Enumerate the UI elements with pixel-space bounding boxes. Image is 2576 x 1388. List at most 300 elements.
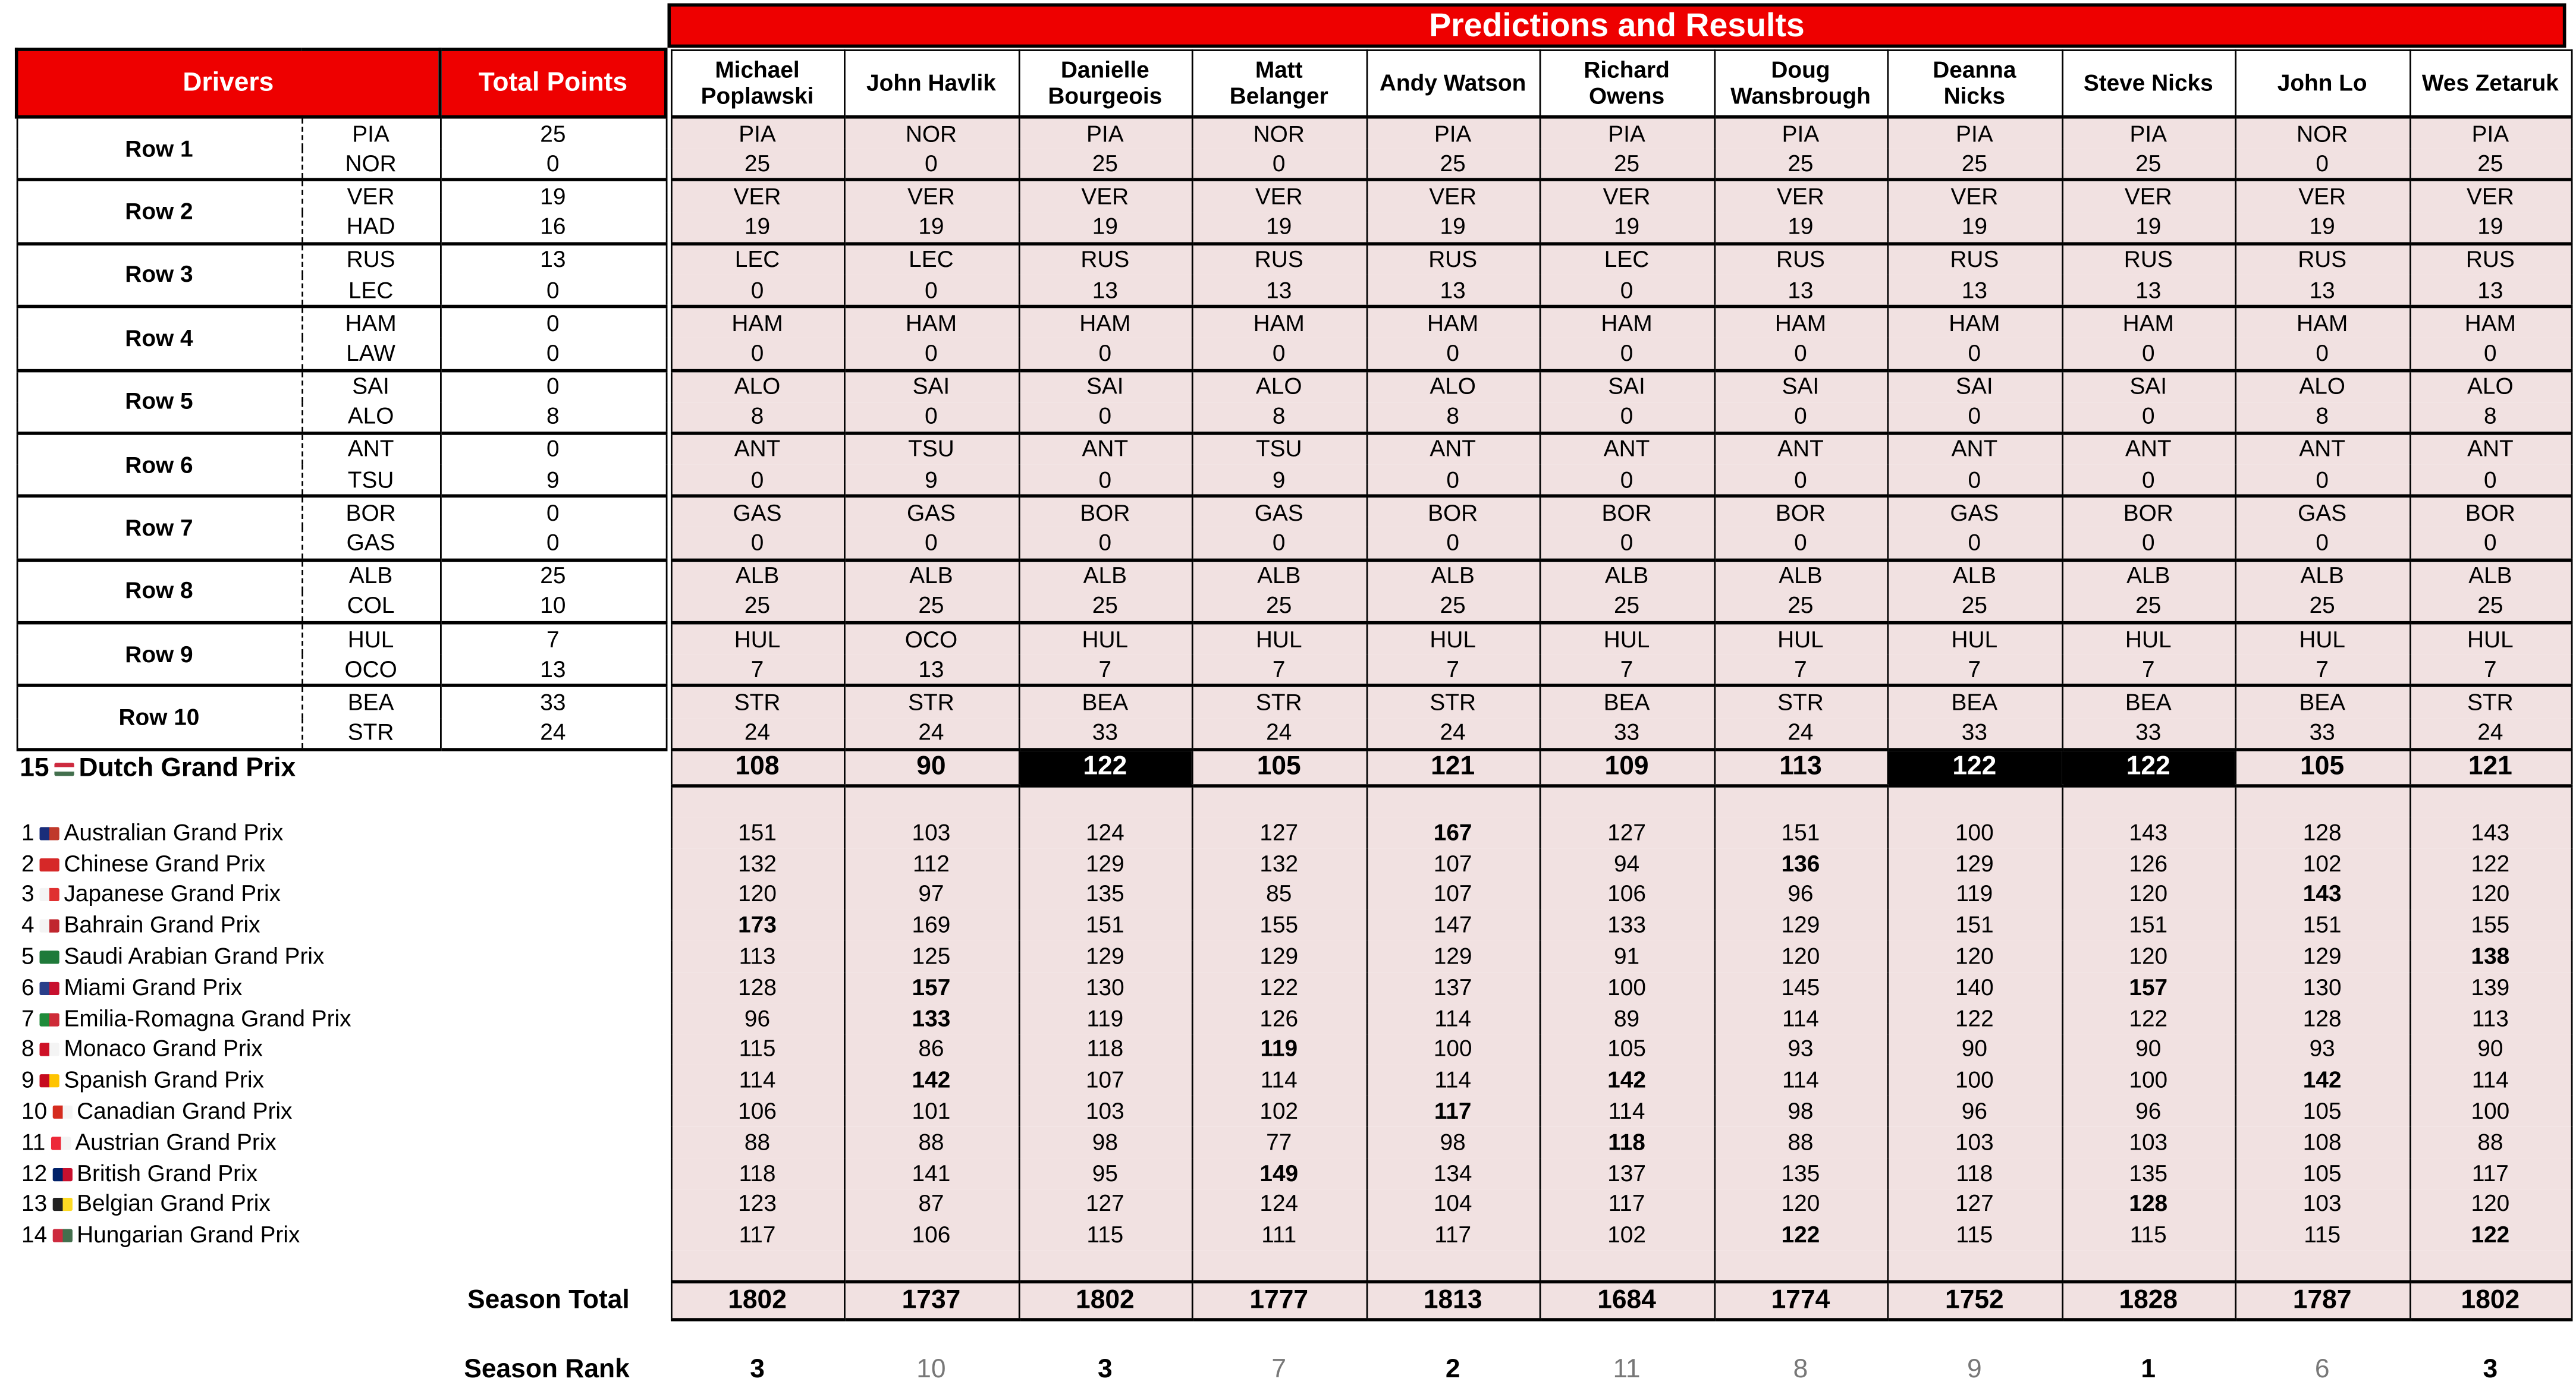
race-score: 155	[1192, 910, 1366, 941]
spacer	[666, 972, 671, 1003]
prediction-points: 19	[2235, 212, 2409, 243]
driver-points: 13	[440, 654, 666, 686]
spacer	[666, 1065, 671, 1096]
race-name-cell	[17, 1065, 666, 1096]
race-name-cell	[17, 1189, 666, 1220]
race-score: 114	[671, 1065, 844, 1096]
prediction-points: 0	[1540, 528, 1714, 559]
prediction-points: 13	[2235, 275, 2409, 307]
race-score: 119	[1019, 1003, 1192, 1034]
season-rank-value: 3	[1098, 1355, 1113, 1384]
race-score: 130	[2235, 972, 2409, 1003]
race-score: 157	[2062, 972, 2235, 1003]
prediction-points: 33	[2062, 717, 2235, 749]
race-score: 114	[1366, 1065, 1540, 1096]
race-score: 114	[1714, 1003, 1887, 1034]
season-total-value: 1802	[2409, 1282, 2571, 1320]
prediction-pick: BOR	[2409, 496, 2571, 528]
race-name-cell	[17, 879, 666, 910]
driver-code: PIA	[301, 117, 440, 149]
player-name-line2: Nicks	[1943, 83, 2006, 109]
season-rank-value: 9	[1967, 1355, 1982, 1384]
spacer	[1887, 785, 2062, 817]
prediction-pick: ALB	[1019, 559, 1192, 591]
current-race-title	[17, 749, 666, 785]
race-score: 128	[2062, 1189, 2235, 1220]
player-name: Richard	[1584, 56, 1670, 83]
prediction-points: 25	[671, 149, 844, 180]
driver-code: VER	[301, 180, 440, 212]
driver-code: LEC	[301, 275, 440, 307]
table-row	[17, 591, 2571, 622]
race-name-cell	[17, 848, 666, 879]
prediction-pick: ANT	[671, 433, 844, 465]
race-score: 95	[1019, 1158, 1192, 1189]
prediction-points: 19	[1019, 212, 1192, 243]
race-name: Saudi Arabian Grand Prix	[64, 942, 325, 969]
season-rank-value: 3	[750, 1355, 765, 1384]
prediction-pick: ALO	[2235, 370, 2409, 401]
race-score: 90	[2062, 1034, 2235, 1065]
prediction-pick: VER	[1192, 180, 1366, 212]
season-rank-value: 2	[1445, 1355, 1460, 1384]
race-score: 107	[1366, 848, 1540, 879]
prediction-points: 9	[1192, 465, 1366, 496]
table-row	[17, 465, 2571, 496]
race-score: 151	[2062, 910, 2235, 941]
prediction-points: 25	[2062, 591, 2235, 622]
race-score: 108	[2235, 1127, 2409, 1158]
race-score: 122	[1019, 749, 1192, 785]
season-rank-value: 10	[916, 1355, 946, 1384]
race-number: 15	[20, 754, 49, 782]
prediction-pick: HAM	[671, 307, 844, 338]
spacer	[666, 307, 671, 370]
race-score: 97	[844, 879, 1019, 910]
race-score: 102	[1540, 1220, 1714, 1251]
prediction-points: 7	[1366, 654, 1540, 686]
race-score: 103	[2235, 1189, 2409, 1220]
prediction-pick: HAM	[2409, 307, 2571, 338]
prediction-pick: ANT	[2235, 433, 2409, 465]
driver-code: GAS	[301, 528, 440, 559]
prediction-pick: VER	[844, 180, 1019, 212]
prediction-pick: VER	[1366, 180, 1540, 212]
prediction-pick: ANT	[2409, 433, 2571, 465]
prediction-pick: ANT	[1887, 433, 2062, 465]
prediction-pick: BEA	[2062, 686, 2235, 717]
spacer	[1540, 1251, 1714, 1282]
predictions-table	[15, 48, 2572, 1388]
race-number: 13	[21, 1190, 48, 1217]
table-row	[17, 496, 2571, 528]
driver-points: 9	[440, 465, 666, 496]
race-name: Chinese Grand Prix	[64, 849, 266, 876]
prediction-pick: HAM	[1540, 307, 1714, 338]
race-name: Australian Grand Prix	[64, 819, 284, 845]
race-score: 105	[2235, 1096, 2409, 1126]
prediction-pick: HAM	[1887, 307, 2062, 338]
race-number: 1	[21, 819, 34, 845]
player-header-5	[1540, 49, 1714, 117]
player-header-3	[1192, 49, 1366, 117]
prediction-pick: NOR	[1192, 117, 1366, 149]
prediction-pick: VER	[2235, 180, 2409, 212]
table-row	[17, 717, 2571, 749]
prediction-points: 7	[2062, 654, 2235, 686]
prediction-pick: HAM	[1366, 307, 1540, 338]
race-score: 151	[671, 817, 844, 848]
table-row	[17, 1352, 2571, 1388]
prediction-pick: ALO	[2409, 370, 2571, 401]
prediction-pick: SAI	[2062, 370, 2235, 401]
race-score: 118	[1887, 1158, 2062, 1189]
prediction-pick: PIA	[1366, 117, 1540, 149]
prediction-pick: HUL	[1019, 623, 1192, 654]
spacer	[666, 1220, 671, 1251]
driver-points: 10	[440, 591, 666, 622]
table-row	[17, 785, 2571, 817]
prediction-pick: ALB	[2235, 559, 2409, 591]
spacer	[671, 1251, 844, 1282]
bahrain-flag-icon	[39, 920, 59, 933]
hungary-flag-icon	[54, 763, 74, 776]
race-number: 7	[21, 1004, 34, 1031]
prediction-pick: ANT	[1540, 433, 1714, 465]
race-score: 100	[1887, 1065, 2062, 1096]
race-score: 114	[2409, 1065, 2571, 1096]
race-score: 113	[671, 941, 844, 972]
player-name: Wes Zetaruk	[2421, 70, 2559, 96]
race-score: 120	[2062, 941, 2235, 972]
driver-code: ALB	[301, 559, 440, 591]
season-rank-label: Season Rank	[464, 1355, 630, 1384]
race-score: 120	[2409, 1189, 2571, 1220]
prediction-pick: HAM	[844, 307, 1019, 338]
spacer	[671, 785, 844, 817]
race-score: 107	[1366, 879, 1540, 910]
race-score: 115	[2235, 1220, 2409, 1251]
prediction-pick: ALO	[1366, 370, 1540, 401]
player-header-4	[1366, 49, 1540, 117]
prediction-pick: GAS	[1887, 496, 2062, 528]
driver-points: 0	[440, 149, 666, 180]
prediction-points: 0	[1540, 275, 1714, 307]
race-score: 103	[844, 817, 1019, 848]
table-row	[17, 1189, 2571, 1220]
prediction-pick: BOR	[2062, 496, 2235, 528]
monaco-flag-icon	[39, 1044, 59, 1057]
race-score: 87	[844, 1189, 1019, 1220]
prediction-points: 7	[1192, 654, 1366, 686]
race-score: 132	[1192, 848, 1366, 879]
prediction-points: 19	[671, 212, 844, 243]
prediction-points: 33	[2235, 717, 2409, 749]
driver-code: SAI	[301, 370, 440, 401]
player-header-10	[2409, 49, 2571, 117]
prediction-points: 24	[2409, 717, 2571, 749]
table-row	[17, 180, 2571, 212]
race-score: 128	[2235, 1003, 2409, 1034]
prediction-pick: HAM	[1192, 307, 1366, 338]
prediction-pick: VER	[1540, 180, 1714, 212]
prediction-points: 25	[1019, 149, 1192, 180]
spacer	[666, 817, 671, 848]
spain-flag-icon	[39, 1075, 59, 1088]
player-header-7	[1887, 49, 2062, 117]
race-score: 142	[1540, 1065, 1714, 1096]
prediction-points: 0	[1714, 465, 1887, 496]
prediction-points: 0	[2062, 338, 2235, 370]
prediction-pick: RUS	[1192, 244, 1366, 275]
prediction-points: 24	[1366, 717, 1540, 749]
table-row	[17, 1220, 2571, 1251]
prediction-points: 7	[1887, 654, 2062, 686]
prediction-points: 25	[2409, 149, 2571, 180]
race-name-cell	[17, 941, 666, 972]
prediction-points: 0	[2235, 528, 2409, 559]
player-name-line2: Owens	[1588, 83, 1665, 109]
driver-points: 25	[440, 117, 666, 149]
table-row	[17, 244, 2571, 275]
table-row	[17, 559, 2571, 591]
spacer	[666, 1127, 671, 1158]
spacer	[2062, 1251, 2235, 1282]
spacer	[17, 785, 666, 817]
prediction-pick: HUL	[1714, 623, 1887, 654]
drivers-header: Drivers	[17, 49, 440, 117]
season-total-value: 1802	[1019, 1282, 1192, 1320]
race-name: Miami Grand Prix	[64, 973, 243, 1000]
race-score: 122	[2062, 749, 2235, 785]
spacer	[666, 879, 671, 910]
driver-code: NOR	[301, 149, 440, 180]
prediction-points: 19	[1366, 212, 1540, 243]
spacer	[666, 686, 671, 749]
table-row	[17, 686, 2571, 717]
race-number: 2	[21, 849, 34, 876]
race-score: 117	[2409, 1158, 2571, 1189]
race-score: 122	[2409, 1220, 2571, 1251]
prediction-pick: NOR	[844, 117, 1019, 149]
spacer	[2235, 1251, 2409, 1282]
prediction-pick: PIA	[1019, 117, 1192, 149]
race-score: 122	[2062, 1003, 2235, 1034]
prediction-points: 8	[2409, 401, 2571, 433]
race-score: 100	[2062, 1065, 2235, 1096]
row-label: Row 5	[17, 370, 301, 433]
prediction-points: 33	[1019, 717, 1192, 749]
season-total-value: 1813	[1366, 1282, 1540, 1320]
player-name-line2: Bourgeois	[1048, 83, 1163, 109]
prediction-points: 0	[844, 149, 1019, 180]
table-row	[17, 49, 2571, 117]
race-score: 173	[671, 910, 844, 941]
race-score: 120	[1887, 941, 2062, 972]
prediction-points: 0	[844, 338, 1019, 370]
season-rank-value: 11	[1613, 1355, 1641, 1384]
race-score: 113	[2409, 1003, 2571, 1034]
race-score: 135	[1019, 879, 1192, 910]
prediction-pick: BEA	[2235, 686, 2409, 717]
prediction-points: 25	[2235, 591, 2409, 622]
table-row	[17, 941, 2571, 972]
prediction-points: 24	[1192, 717, 1366, 749]
race-score: 96	[2062, 1096, 2235, 1126]
driver-code: HUL	[301, 623, 440, 654]
race-name: Belgian Grand Prix	[77, 1190, 271, 1217]
prediction-points: 0	[2409, 528, 2571, 559]
race-score: 104	[1366, 1189, 1540, 1220]
prediction-points: 0	[1019, 338, 1192, 370]
race-score: 102	[2235, 848, 2409, 879]
prediction-pick: BEA	[1887, 686, 2062, 717]
race-score: 93	[1714, 1034, 1887, 1065]
race-score: 101	[844, 1096, 1019, 1126]
player-name: Danielle	[1060, 56, 1149, 83]
china-flag-icon	[39, 858, 59, 871]
prediction-pick: PIA	[671, 117, 844, 149]
spacer	[666, 848, 671, 879]
prediction-pick: HUL	[671, 623, 844, 654]
race-score: 96	[1887, 1096, 2062, 1126]
season-total-value: 1802	[671, 1282, 844, 1320]
prediction-points: 0	[1887, 528, 2062, 559]
race-name-cell	[17, 1220, 666, 1251]
prediction-points: 19	[844, 212, 1019, 243]
spacer	[1714, 785, 1887, 817]
race-score: 88	[844, 1127, 1019, 1158]
prediction-pick: ALO	[671, 370, 844, 401]
table-row	[17, 307, 2571, 338]
row-label: Row 3	[17, 244, 301, 307]
race-name: Emilia-Romagna Grand Prix	[64, 1004, 351, 1031]
prediction-pick: GAS	[1192, 496, 1366, 528]
race-number: 4	[21, 911, 34, 938]
spacer	[1366, 785, 1540, 817]
driver-code: BOR	[301, 496, 440, 528]
race-score: 122	[1887, 749, 2062, 785]
prediction-points: 0	[1714, 401, 1887, 433]
race-number: 12	[21, 1159, 48, 1186]
prediction-pick: TSU	[1192, 433, 1366, 465]
prediction-pick: STR	[844, 686, 1019, 717]
race-name: Canadian Grand Prix	[77, 1097, 293, 1124]
prediction-pick: HUL	[1192, 623, 1366, 654]
race-score: 98	[1019, 1127, 1192, 1158]
player-name: Andy Watson	[1379, 70, 1526, 96]
table-row	[17, 749, 2571, 785]
prediction-pick: ANT	[1714, 433, 1887, 465]
race-name-cell	[17, 910, 666, 941]
race-score: 120	[1714, 941, 1887, 972]
prediction-pick: OCO	[844, 623, 1019, 654]
season-rank-value: 6	[2314, 1355, 2330, 1384]
table-row	[17, 848, 2571, 879]
prediction-pick: BOR	[1019, 496, 1192, 528]
prediction-pick: ALB	[2062, 559, 2235, 591]
prediction-points: 0	[2235, 465, 2409, 496]
race-score: 127	[1540, 817, 1714, 848]
race-name-cell	[17, 972, 666, 1003]
race-score: 157	[844, 972, 1019, 1003]
race-score: 96	[671, 1003, 844, 1034]
spacer	[1540, 785, 1714, 817]
race-score: 127	[1192, 817, 1366, 848]
driver-code: BEA	[301, 686, 440, 717]
race-score: 137	[1540, 1158, 1714, 1189]
prediction-pick: VER	[1019, 180, 1192, 212]
spacer	[1366, 1251, 1540, 1282]
driver-points: 7	[440, 623, 666, 654]
race-score: 100	[1540, 972, 1714, 1003]
prediction-pick: VER	[671, 180, 844, 212]
prediction-points: 0	[1019, 401, 1192, 433]
spacer	[666, 496, 671, 559]
prediction-points: 13	[2409, 275, 2571, 307]
race-score: 90	[1887, 1034, 2062, 1065]
spacer	[666, 370, 671, 433]
player-header-1	[844, 49, 1019, 117]
race-score: 155	[2409, 910, 2571, 941]
race-name-cell	[17, 1034, 666, 1065]
prediction-pick: ALB	[844, 559, 1019, 591]
driver-code: COL	[301, 591, 440, 622]
prediction-points: 0	[1714, 528, 1887, 559]
prediction-pick: HAM	[2062, 307, 2235, 338]
race-score: 137	[1366, 972, 1540, 1003]
austria-flag-icon	[51, 1137, 70, 1150]
table-row	[17, 817, 2571, 848]
season-total-value: 1774	[1714, 1282, 1887, 1320]
race-score: 114	[1540, 1096, 1714, 1126]
race-score: 118	[1540, 1127, 1714, 1158]
row-label: Row 6	[17, 433, 301, 496]
prediction-points: 0	[1019, 465, 1192, 496]
prediction-pick: HAM	[1019, 307, 1192, 338]
spacer	[666, 623, 671, 686]
prediction-pick: HUL	[1366, 623, 1540, 654]
race-score: 142	[844, 1065, 1019, 1096]
race-score: 103	[1887, 1127, 2062, 1158]
prediction-pick: SAI	[1887, 370, 2062, 401]
prediction-pick: LEC	[1540, 244, 1714, 275]
race-score: 88	[1714, 1127, 1887, 1158]
prediction-pick: BEA	[1540, 686, 1714, 717]
prediction-points: 25	[1540, 149, 1714, 180]
race-score: 151	[1887, 910, 2062, 941]
prediction-pick: ANT	[1366, 433, 1540, 465]
table-row	[17, 879, 2571, 910]
driver-code: TSU	[301, 465, 440, 496]
prediction-points: 13	[1192, 275, 1366, 307]
spacer	[666, 117, 671, 180]
prediction-pick: RUS	[1714, 244, 1887, 275]
prediction-points: 7	[2409, 654, 2571, 686]
race-score: 133	[844, 1003, 1019, 1034]
prediction-points: 0	[1540, 465, 1714, 496]
prediction-points: 0	[844, 275, 1019, 307]
race-score: 143	[2062, 817, 2235, 848]
prediction-pick: BEA	[1019, 686, 1192, 717]
race-score: 151	[1714, 817, 1887, 848]
race-score: 109	[1540, 749, 1714, 785]
spacer	[666, 749, 671, 785]
row-label: Row 4	[17, 307, 301, 370]
prediction-points: 8	[1366, 401, 1540, 433]
race-score: 114	[1714, 1065, 1887, 1096]
prediction-pick: GAS	[671, 496, 844, 528]
